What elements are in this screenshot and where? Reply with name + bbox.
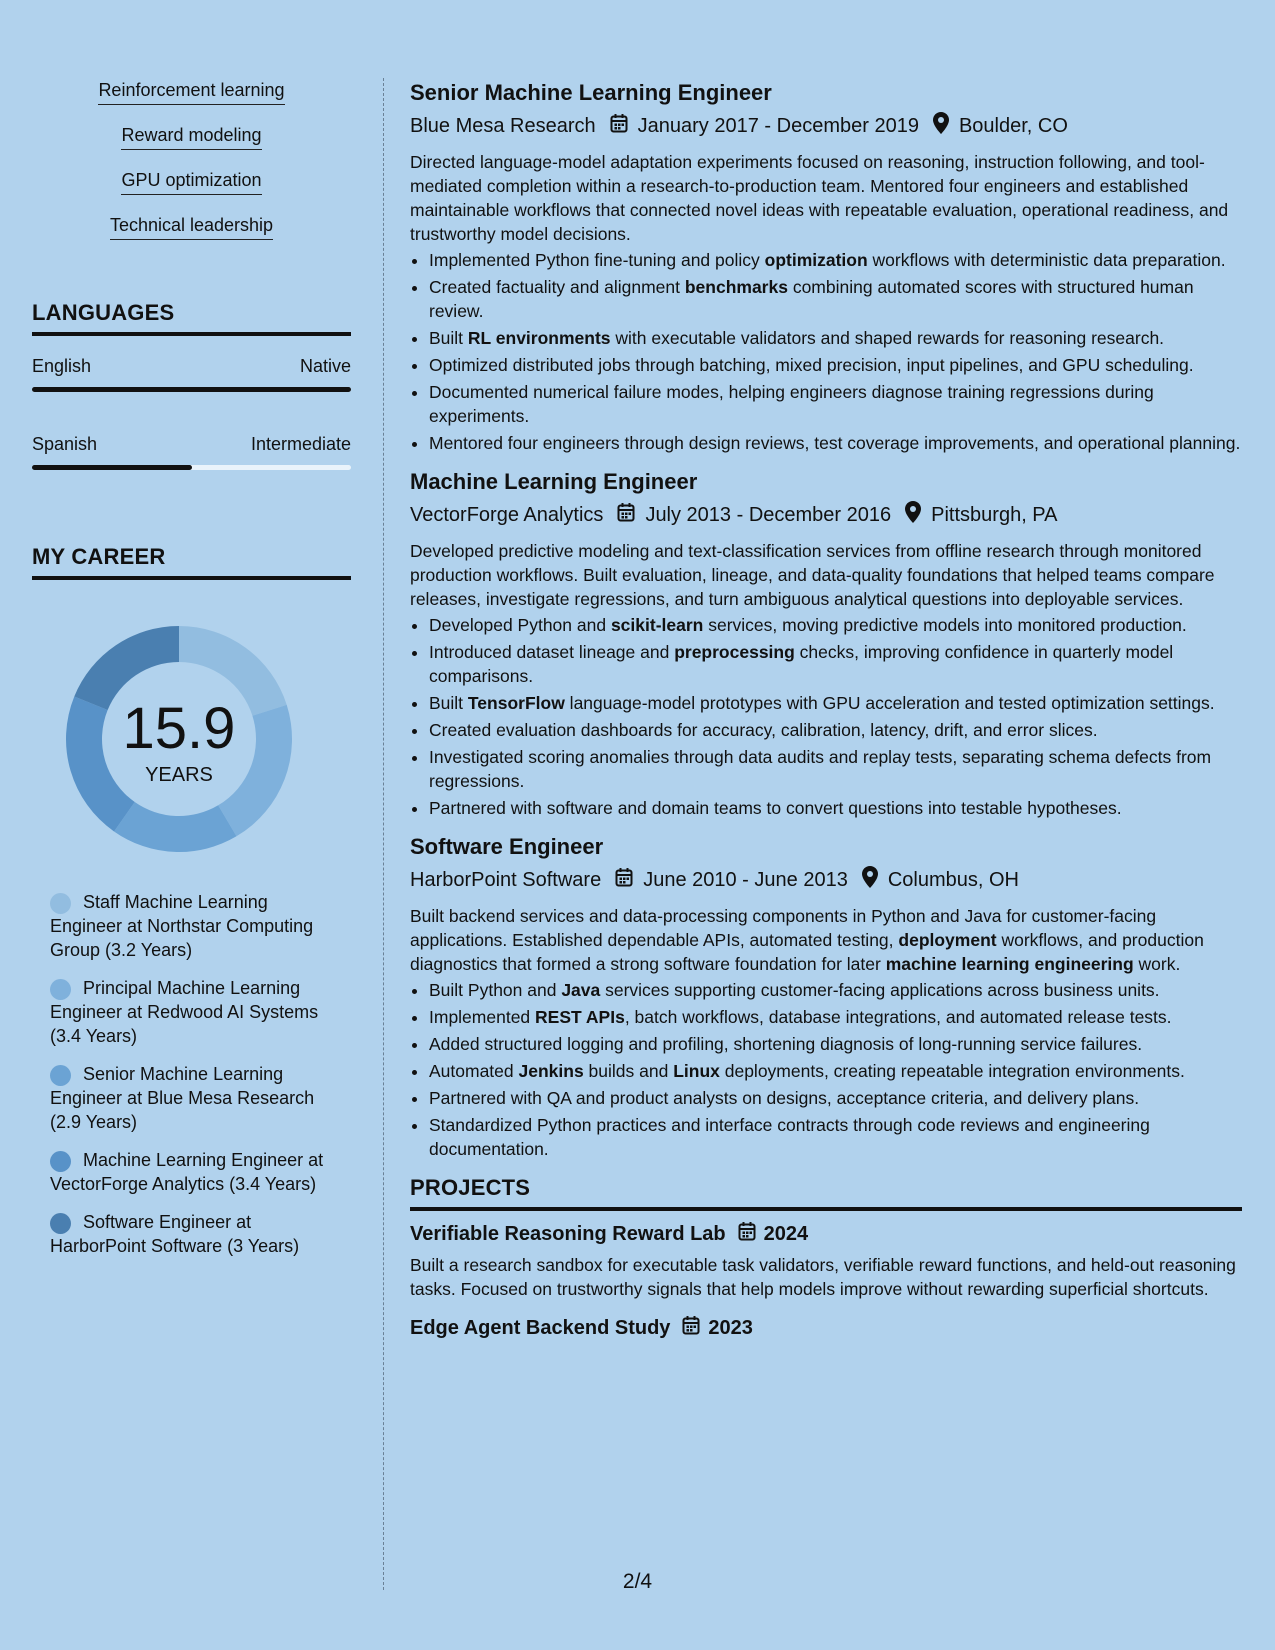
bullet-keyword: REST APIs [535, 1007, 625, 1027]
career-legend [50, 890, 330, 1258]
job-meta [410, 112, 1242, 140]
company-name: VectorForge Analytics [410, 503, 604, 526]
job-bullet [429, 718, 1242, 742]
career-legend-item [50, 1062, 330, 1134]
legend-dot [50, 1213, 71, 1234]
language-level: Intermediate [250, 434, 351, 454]
bullet-text: Built Python and [429, 980, 562, 1000]
career-heading: MY CAREER [32, 544, 351, 580]
languages-heading: LANGUAGES [32, 300, 351, 336]
career-donut-chart [66, 626, 292, 852]
job-entry [410, 80, 1242, 455]
project-header [410, 1315, 1242, 1341]
bullet-keyword: TensorFlow [467, 693, 565, 713]
job-bullet [429, 796, 1242, 820]
job-bullet [429, 1032, 1242, 1056]
bullet-text: language-model prototypes with GPU acceleration and tested optimization settings. [564, 693, 1215, 713]
calendar-icon [610, 113, 628, 139]
bullet-text: Developed Python and [429, 615, 611, 635]
projects-heading: PROJECTS [410, 1175, 1242, 1211]
job-bullets [410, 613, 1242, 820]
bullet-text: Built [429, 693, 468, 713]
job-meta [410, 866, 1242, 894]
project-name: Verifiable Reasoning Reward Lab [410, 1222, 726, 1245]
project-header [410, 1221, 1242, 1247]
language-level-fill [32, 387, 351, 392]
job-bullet [429, 380, 1242, 428]
project-name: Edge Agent Backend Study [410, 1316, 671, 1339]
experience-list [410, 80, 1242, 1161]
legend-dot [50, 1151, 71, 1172]
career-role-label: Machine Learning Engineer at VectorForge Analytics (3.4 Years) [50, 1150, 324, 1194]
map-pin-icon [933, 112, 949, 140]
career-role-label: Staff Machine Learning Engineer at Northstar Computing Group (3.2 Years) [50, 892, 314, 960]
bullet-keyword: Linux [673, 1061, 720, 1081]
language-level-bar [32, 387, 351, 392]
job-bullets [410, 248, 1242, 455]
legend-dot [50, 893, 71, 914]
bullet-text: Implemented Python fine-tuning and policy [429, 250, 765, 270]
job-bullet [429, 248, 1242, 272]
bullet-text: Optimized distributed jobs through batching, mixed precision, input pipelines, and GPU scheduling. [429, 355, 1194, 375]
job-entry [410, 834, 1242, 1161]
job-summary: Developed predictive modeling and text-classification services from offline research through monitored production workflows. Built evaluation, lineage, and data-quality foundations that helped teams compare releases, investigate regressions, and turn ambiguous analytical questions into deployable services. [410, 541, 1215, 609]
legend-dot [50, 979, 71, 1000]
map-pin-icon [905, 501, 921, 529]
bullet-keyword: preprocessing [674, 642, 795, 662]
language-name: Spanish [32, 434, 98, 454]
career-legend-item [50, 1148, 330, 1196]
job-title: Machine Learning Engineer [410, 469, 698, 494]
job-bullet [429, 613, 1242, 637]
language-level-bar [32, 465, 351, 470]
column-divider [383, 78, 384, 1590]
bullet-text: deployments, creating repeatable integration environments. [719, 1061, 1185, 1081]
bullet-text: combining automated scores with structured human review. [429, 277, 1194, 321]
calendar-icon [738, 1221, 756, 1247]
bullet-text: Introduced dataset lineage and [429, 642, 675, 662]
job-location: Columbus, OH [887, 868, 1019, 891]
company-name: HarborPoint Software [410, 868, 602, 891]
summary-keyword: machine learning engineering [885, 954, 1134, 974]
language-level: Native [299, 356, 351, 376]
job-meta [410, 501, 1242, 529]
project-year: 2023 [708, 1316, 753, 1339]
bullet-text: Built [429, 328, 468, 348]
career-legend-item [50, 1210, 330, 1258]
job-bullet [429, 1005, 1242, 1029]
bullet-keyword: Jenkins [518, 1061, 584, 1081]
skill-item: Technical leadership [110, 215, 273, 240]
job-bullet [429, 275, 1242, 323]
bullet-text: Mentored four engineers through design reviews, test coverage improvements, and operational planning. [429, 433, 1241, 453]
project-year: 2024 [763, 1222, 809, 1245]
job-title: Senior Machine Learning Engineer [410, 80, 772, 105]
projects-section [410, 1175, 1242, 1341]
job-bullets [410, 978, 1242, 1161]
project-entry [410, 1221, 1242, 1301]
company-name: Blue Mesa Research [410, 114, 596, 137]
career-legend-item [50, 890, 330, 962]
legend-dot [50, 1065, 71, 1086]
job-bullet [429, 1059, 1242, 1083]
summary-text: workflows, and production diagnostics that formed a strong software foundation for later [410, 930, 1204, 974]
project-entry [410, 1315, 1242, 1341]
job-summary: Directed language-model adaptation experiments focused on reasoning, instruction following, and tool-mediated completion within a research-to-production team. Mentored four engineers and established maintainable workflows that connected novel ideas with repeatable evaluation, operational readiness, and trustworthy model decisions. [410, 152, 1229, 244]
map-pin-icon [862, 866, 878, 894]
job-bullet [429, 978, 1242, 1002]
job-location: Boulder, CO [958, 114, 1068, 137]
skills-list [32, 80, 351, 260]
job-bullet [429, 1113, 1242, 1161]
summary-keyword: deployment [898, 930, 997, 950]
bullet-text: services supporting customer-facing applications across business units. [600, 980, 1160, 1000]
job-dates: June 2010 - June 2013 [643, 868, 848, 891]
bullet-text: Automated [429, 1061, 519, 1081]
bullet-text: Implemented [429, 1007, 536, 1027]
bullet-keyword: benchmarks [684, 277, 788, 297]
career-years-unit: YEARS [145, 764, 213, 786]
experience-column [410, 80, 1242, 1347]
bullet-text: Investigated scoring anomalies through data audits and replay tests, separating schema defects from regressions. [429, 747, 1212, 791]
calendar-icon [617, 502, 635, 528]
job-entry [410, 469, 1242, 820]
calendar-icon [682, 1315, 700, 1341]
summary-text: Built backend services and data-processing components in Python and Java for customer-facing applications. Established dependable APIs, automated testing, [410, 906, 1157, 950]
bullet-text: Added structured logging and profiling, shortening diagnosis of long-running service failures. [429, 1034, 1143, 1054]
page-number: 2/4 [622, 1570, 653, 1593]
summary-text: work. [1133, 954, 1181, 974]
job-bullet [429, 691, 1242, 715]
bullet-text: with executable validators and shaped rewards for reasoning research. [610, 328, 1165, 348]
bullet-text: builds and [583, 1061, 674, 1081]
job-bullet [429, 431, 1242, 455]
bullet-text: checks, improving confidence in quarterly model comparisons. [429, 642, 1174, 686]
bullet-keyword: scikit-learn [610, 615, 704, 635]
career-role-label: Principal Machine Learning Engineer at Redwood AI Systems (3.4 Years) [50, 978, 319, 1046]
bullet-text: Created factuality and alignment [429, 277, 685, 297]
job-title: Software Engineer [410, 834, 604, 859]
job-bullet [429, 1086, 1242, 1110]
job-location: Pittsburgh, PA [931, 503, 1058, 526]
bullet-text: Created evaluation dashboards for accuracy, calibration, latency, drift, and error slices. [429, 720, 1098, 740]
skill-item: GPU optimization [121, 170, 261, 195]
language-level-fill [32, 465, 192, 470]
language-name: English [32, 356, 92, 376]
language-item [32, 434, 351, 470]
job-bullet [429, 640, 1242, 688]
job-dates: July 2013 - December 2016 [645, 503, 892, 526]
bullet-text: Partnered with QA and product analysts on designs, acceptance criteria, and delivery plans. [429, 1088, 1140, 1108]
job-bullet [429, 353, 1242, 377]
calendar-icon [615, 867, 633, 893]
career-role-label: Software Engineer at HarborPoint Software (3 Years) [50, 1212, 300, 1256]
career-role-label: Senior Machine Learning Engineer at Blue Mesa Research (2.9 Years) [50, 1064, 315, 1132]
language-item [32, 356, 351, 392]
bullet-keyword: RL environments [467, 328, 611, 348]
job-summary [410, 904, 1242, 976]
career-section [32, 544, 351, 1258]
bullet-keyword: optimization [764, 250, 868, 270]
job-bullet [429, 326, 1242, 350]
project-description: Built a research sandbox for executable task validators, verifiable reward functions, and held-out reasoning tasks. Focused on trustworthy signals that help models improve without rewarding superficial shortcuts. [410, 1255, 1236, 1299]
skill-item: Reward modeling [121, 125, 261, 150]
bullet-keyword: Java [561, 980, 601, 1000]
projects-list [410, 1221, 1242, 1341]
career-legend-item [50, 976, 330, 1048]
bullet-text: Standardized Python practices and interface contracts through code reviews and engineering documentation. [429, 1115, 1150, 1159]
left-column [32, 80, 351, 1272]
languages-section [32, 300, 351, 470]
skill-item: Reinforcement learning [98, 80, 284, 105]
career-total-years: 15.9 [122, 696, 236, 761]
bullet-text: Documented numerical failure modes, helping engineers diagnose training regressions during experiments. [429, 382, 1154, 426]
job-bullet [429, 745, 1242, 793]
job-dates: January 2017 - December 2019 [637, 114, 919, 137]
bullet-text: workflows with deterministic data preparation. [867, 250, 1226, 270]
bullet-text: , batch workflows, database integrations, and automated release tests. [624, 1007, 1172, 1027]
bullet-text: Partnered with software and domain teams to convert questions into testable hypotheses. [429, 798, 1122, 818]
bullet-text: services, moving predictive models into monitored production. [703, 615, 1187, 635]
